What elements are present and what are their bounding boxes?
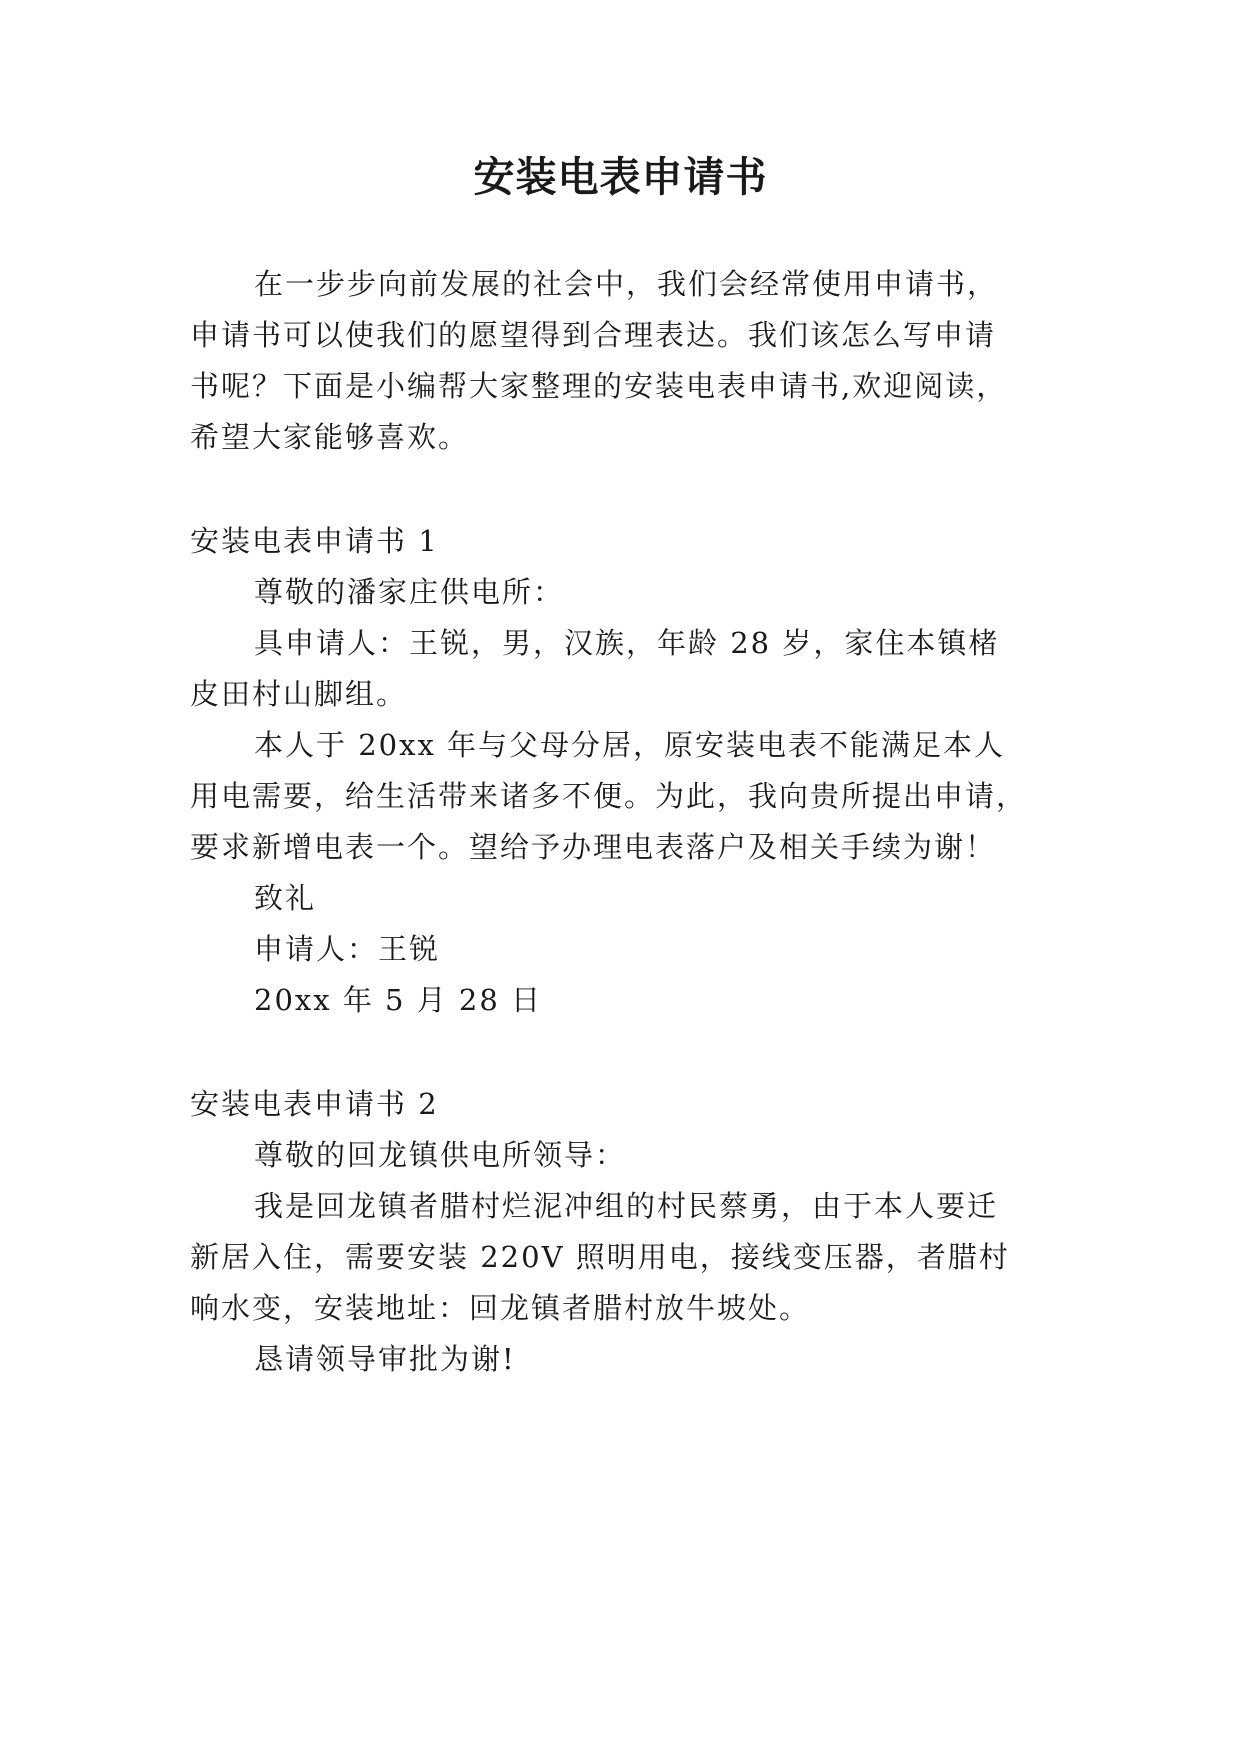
letter2-para1-line-3: 响水变，安装地址：回龙镇者腊村放牛坡处。 xyxy=(190,1291,811,1325)
letter2-heading: 安装电表申请书 2 xyxy=(190,1087,439,1121)
letter1-para1-line-1: 具申请人：王锐，男，汉族，年龄 28 岁，家住本镇楮 xyxy=(254,626,1000,660)
intro-line-2: 申请书可以使我们的愿望得到合理表达。我们该怎么写申请 xyxy=(190,318,997,352)
intro-line-4: 希望大家能够喜欢。 xyxy=(190,420,470,454)
letter2-para1-line-2: 新居入住，需要安装 220V 照明用电，接线变压器，者腊村 xyxy=(190,1240,1010,1274)
letter1-applicant: 申请人：王锐 xyxy=(254,932,441,966)
letter2-salutation: 尊敬的回龙镇供电所领导： xyxy=(254,1138,627,1172)
letter1-para2-line-2: 用电需要，给生活带来诸多不便。为此，我向贵所提出申请， xyxy=(190,779,1028,813)
letter2-para1-line-1: 我是回龙镇者腊村烂泥冲组的村民蔡勇，由于本人要迁 xyxy=(254,1189,999,1223)
intro-line-3: 书呢？下面是小编帮大家整理的安装电表申请书,欢迎阅读， xyxy=(190,369,1008,403)
letter1-heading: 安装电表申请书 1 xyxy=(190,524,439,558)
letter1-closing: 致礼 xyxy=(254,881,317,915)
letter2-para2: 恳请领导审批为谢! xyxy=(254,1342,516,1376)
letter1-para1-line-2: 皮田村山脚组。 xyxy=(190,677,408,711)
document-title: 安装电表申请书 xyxy=(473,153,768,201)
letter1-date: 20xx 年 5 月 28 日 xyxy=(254,983,543,1017)
letter1-para2-line-1: 本人于 20xx 年与父母分居，原安装电表不能满足本人 xyxy=(254,728,1006,762)
intro-line-1: 在一步步向前发展的社会中，我们会经常使用申请书， xyxy=(254,267,999,301)
letter1-para2-line-3: 要求新增电表一个。望给予办理电表落户及相关手续为谢！ xyxy=(190,830,997,864)
letter1-salutation: 尊敬的潘家庄供电所： xyxy=(254,575,565,609)
